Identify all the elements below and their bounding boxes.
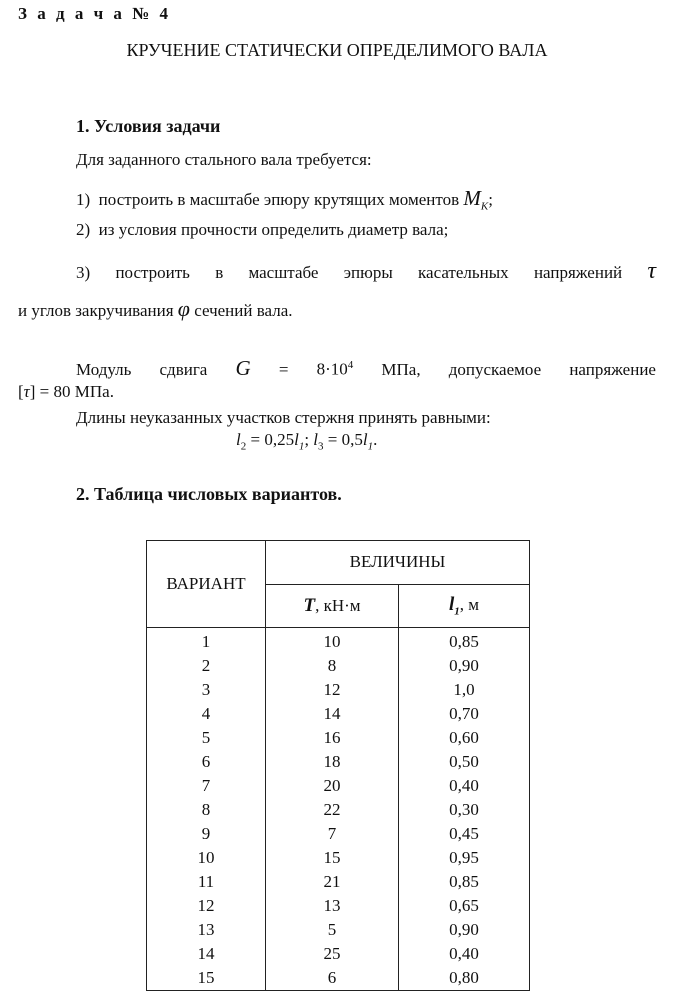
- torque-cell: 21: [266, 870, 399, 894]
- table-row: [147, 678, 530, 702]
- word: масштабе: [248, 263, 319, 282]
- condition-item-1: [76, 186, 493, 212]
- phi-symbol: φ: [177, 296, 190, 321]
- word: МПа,: [381, 360, 421, 379]
- word: сдвига: [159, 360, 208, 379]
- item-text: и углов закручивания: [18, 301, 174, 320]
- values-group-header: ВЕЛИЧИНЫ: [266, 541, 530, 585]
- word: эпюры: [343, 263, 393, 282]
- table-row: [147, 702, 530, 726]
- table-row: [147, 894, 530, 918]
- bracket-open: [: [18, 382, 24, 401]
- word: касательных: [418, 263, 509, 282]
- item-number: 3): [76, 263, 91, 282]
- separator: ;: [304, 430, 314, 449]
- length-cell: 0,45: [399, 822, 530, 846]
- variant-cell: 5: [147, 726, 266, 750]
- condition-item-3: [76, 258, 656, 285]
- length-column-unit: , м: [459, 595, 480, 615]
- table-row: [147, 628, 530, 655]
- variant-cell: 12: [147, 894, 266, 918]
- equals-sign: =: [278, 360, 289, 379]
- word: Модуль: [76, 360, 132, 379]
- variant-cell: 15: [147, 966, 266, 991]
- table-row: [147, 942, 530, 966]
- section-2-heading: 2. Таблица числовых вариантов.: [76, 484, 342, 504]
- modulus-mantissa: 8·10: [316, 360, 348, 379]
- table-row: [147, 750, 530, 774]
- torque-symbol: M: [463, 186, 481, 210]
- torque-column-unit: , кН·м: [315, 595, 361, 615]
- page-title: КРУЧЕНИЕ СТАТИЧЕСКИ ОПРЕДЕЛИМОГО ВАЛА: [126, 40, 548, 60]
- torque-cell: 16: [266, 726, 399, 750]
- table-row: [147, 798, 530, 822]
- item-number: 1): [76, 190, 91, 209]
- length-column-symbol: l: [448, 594, 455, 616]
- modulus-value: [317, 359, 354, 380]
- length-cell: 0,30: [399, 798, 530, 822]
- length-cell: 0,80: [399, 966, 530, 991]
- item-text: сечений вала.: [194, 301, 293, 320]
- length-cell: 0,90: [399, 918, 530, 942]
- length-cell: 0,85: [399, 870, 530, 894]
- torque-cell: 14: [266, 702, 399, 726]
- torque-cell: 20: [266, 774, 399, 798]
- table-row: [147, 774, 530, 798]
- length-cell: 0,65: [399, 894, 530, 918]
- variant-cell: 8: [147, 798, 266, 822]
- torque-column-symbol: T: [303, 594, 316, 616]
- torque-cell: 18: [266, 750, 399, 774]
- variant-cell: 13: [147, 918, 266, 942]
- allowable-stress-value: ] = 80 МПа.: [29, 382, 114, 401]
- l2-subscript: 2: [240, 440, 247, 453]
- torque-cell: 12: [266, 678, 399, 702]
- tau-symbol: τ: [23, 382, 30, 401]
- torque-cell: 5: [266, 918, 399, 942]
- l3-subscript: 3: [318, 440, 324, 453]
- l1-subscript: 1: [298, 440, 305, 453]
- length-cell: 0,90: [399, 654, 530, 678]
- l1-symbol: l: [294, 430, 299, 449]
- word: в: [215, 263, 224, 282]
- length-cell: 0,40: [399, 942, 530, 966]
- torque-cell: 25: [266, 942, 399, 966]
- lengths-formula: [236, 430, 377, 452]
- length-cell: 0,85: [399, 628, 530, 655]
- l3-symbol: l: [313, 430, 319, 449]
- variant-cell: 7: [147, 774, 266, 798]
- variant-cell: 6: [147, 750, 266, 774]
- variant-cell: 14: [147, 942, 266, 966]
- table-row: [147, 654, 530, 678]
- length-column-subscript: 1: [454, 605, 460, 618]
- variant-cell: 11: [147, 870, 266, 894]
- torque-column-header: [266, 584, 399, 628]
- item-tail: ;: [488, 190, 493, 209]
- section-1-heading: 1. Условия задачи: [76, 116, 221, 136]
- torque-subscript: K: [480, 200, 489, 213]
- lengths-intro: Длины неуказанных участков стержня принять равными:: [76, 408, 491, 427]
- table-row: [147, 846, 530, 870]
- table-row: [147, 822, 530, 846]
- torque-cell: 10: [266, 628, 399, 655]
- length-cell: 0,95: [399, 846, 530, 870]
- l2-symbol: l: [236, 430, 241, 449]
- variant-cell: 1: [147, 628, 266, 655]
- variants-table: [146, 540, 530, 991]
- condition-item-2: [76, 220, 448, 240]
- variant-cell: 9: [147, 822, 266, 846]
- item-text: построить в масштабе эпюру крутящих моментов: [98, 190, 460, 209]
- length-cell: 0,40: [399, 774, 530, 798]
- word: построить: [115, 263, 190, 282]
- torque-cell: 22: [266, 798, 399, 822]
- variant-cell: 4: [147, 702, 266, 726]
- item-text: из условия прочности определить диаметр вала;: [98, 220, 449, 239]
- l2-value: = 0,25: [246, 430, 295, 449]
- variant-column-header: ВАРИАНТ: [147, 541, 266, 628]
- torque-cell: 6: [266, 966, 399, 991]
- word: допускаемое: [448, 360, 542, 379]
- torque-cell: 15: [266, 846, 399, 870]
- length-cell: 0,60: [399, 726, 530, 750]
- conditions-intro: Для заданного стального вала требуется:: [76, 150, 372, 169]
- table-row: [147, 726, 530, 750]
- variant-cell: 3: [147, 678, 266, 702]
- task-number: З а д а ч а № 4: [18, 4, 171, 23]
- word: напряжение: [569, 360, 656, 379]
- table-row: [147, 870, 530, 894]
- length-cell: 0,70: [399, 702, 530, 726]
- tau-symbol: τ: [647, 258, 656, 284]
- condition-item-3-continued: [18, 296, 293, 322]
- l3-value: = 0,5: [323, 430, 363, 449]
- torque-cell: 13: [266, 894, 399, 918]
- variant-cell: 2: [147, 654, 266, 678]
- table-row: [147, 918, 530, 942]
- table-row: [147, 966, 530, 991]
- item-number: 2): [76, 220, 91, 239]
- l1-symbol: l: [362, 430, 368, 449]
- length-cell: 0,50: [399, 750, 530, 774]
- variant-cell: 10: [147, 846, 266, 870]
- formula-end: .: [373, 430, 378, 449]
- modulus-exponent: 4: [347, 359, 354, 372]
- l1-subscript: 1: [367, 440, 374, 453]
- length-column-header: [399, 584, 530, 628]
- torque-cell: 8: [266, 654, 399, 678]
- allowable-stress-line: [18, 382, 114, 402]
- torque-cell: 7: [266, 822, 399, 846]
- table-body: [147, 628, 530, 991]
- length-cell: 1,0: [399, 678, 530, 702]
- word: напряжений: [533, 263, 623, 282]
- modulus-symbol: G: [235, 356, 251, 380]
- shear-modulus-line: [76, 356, 656, 381]
